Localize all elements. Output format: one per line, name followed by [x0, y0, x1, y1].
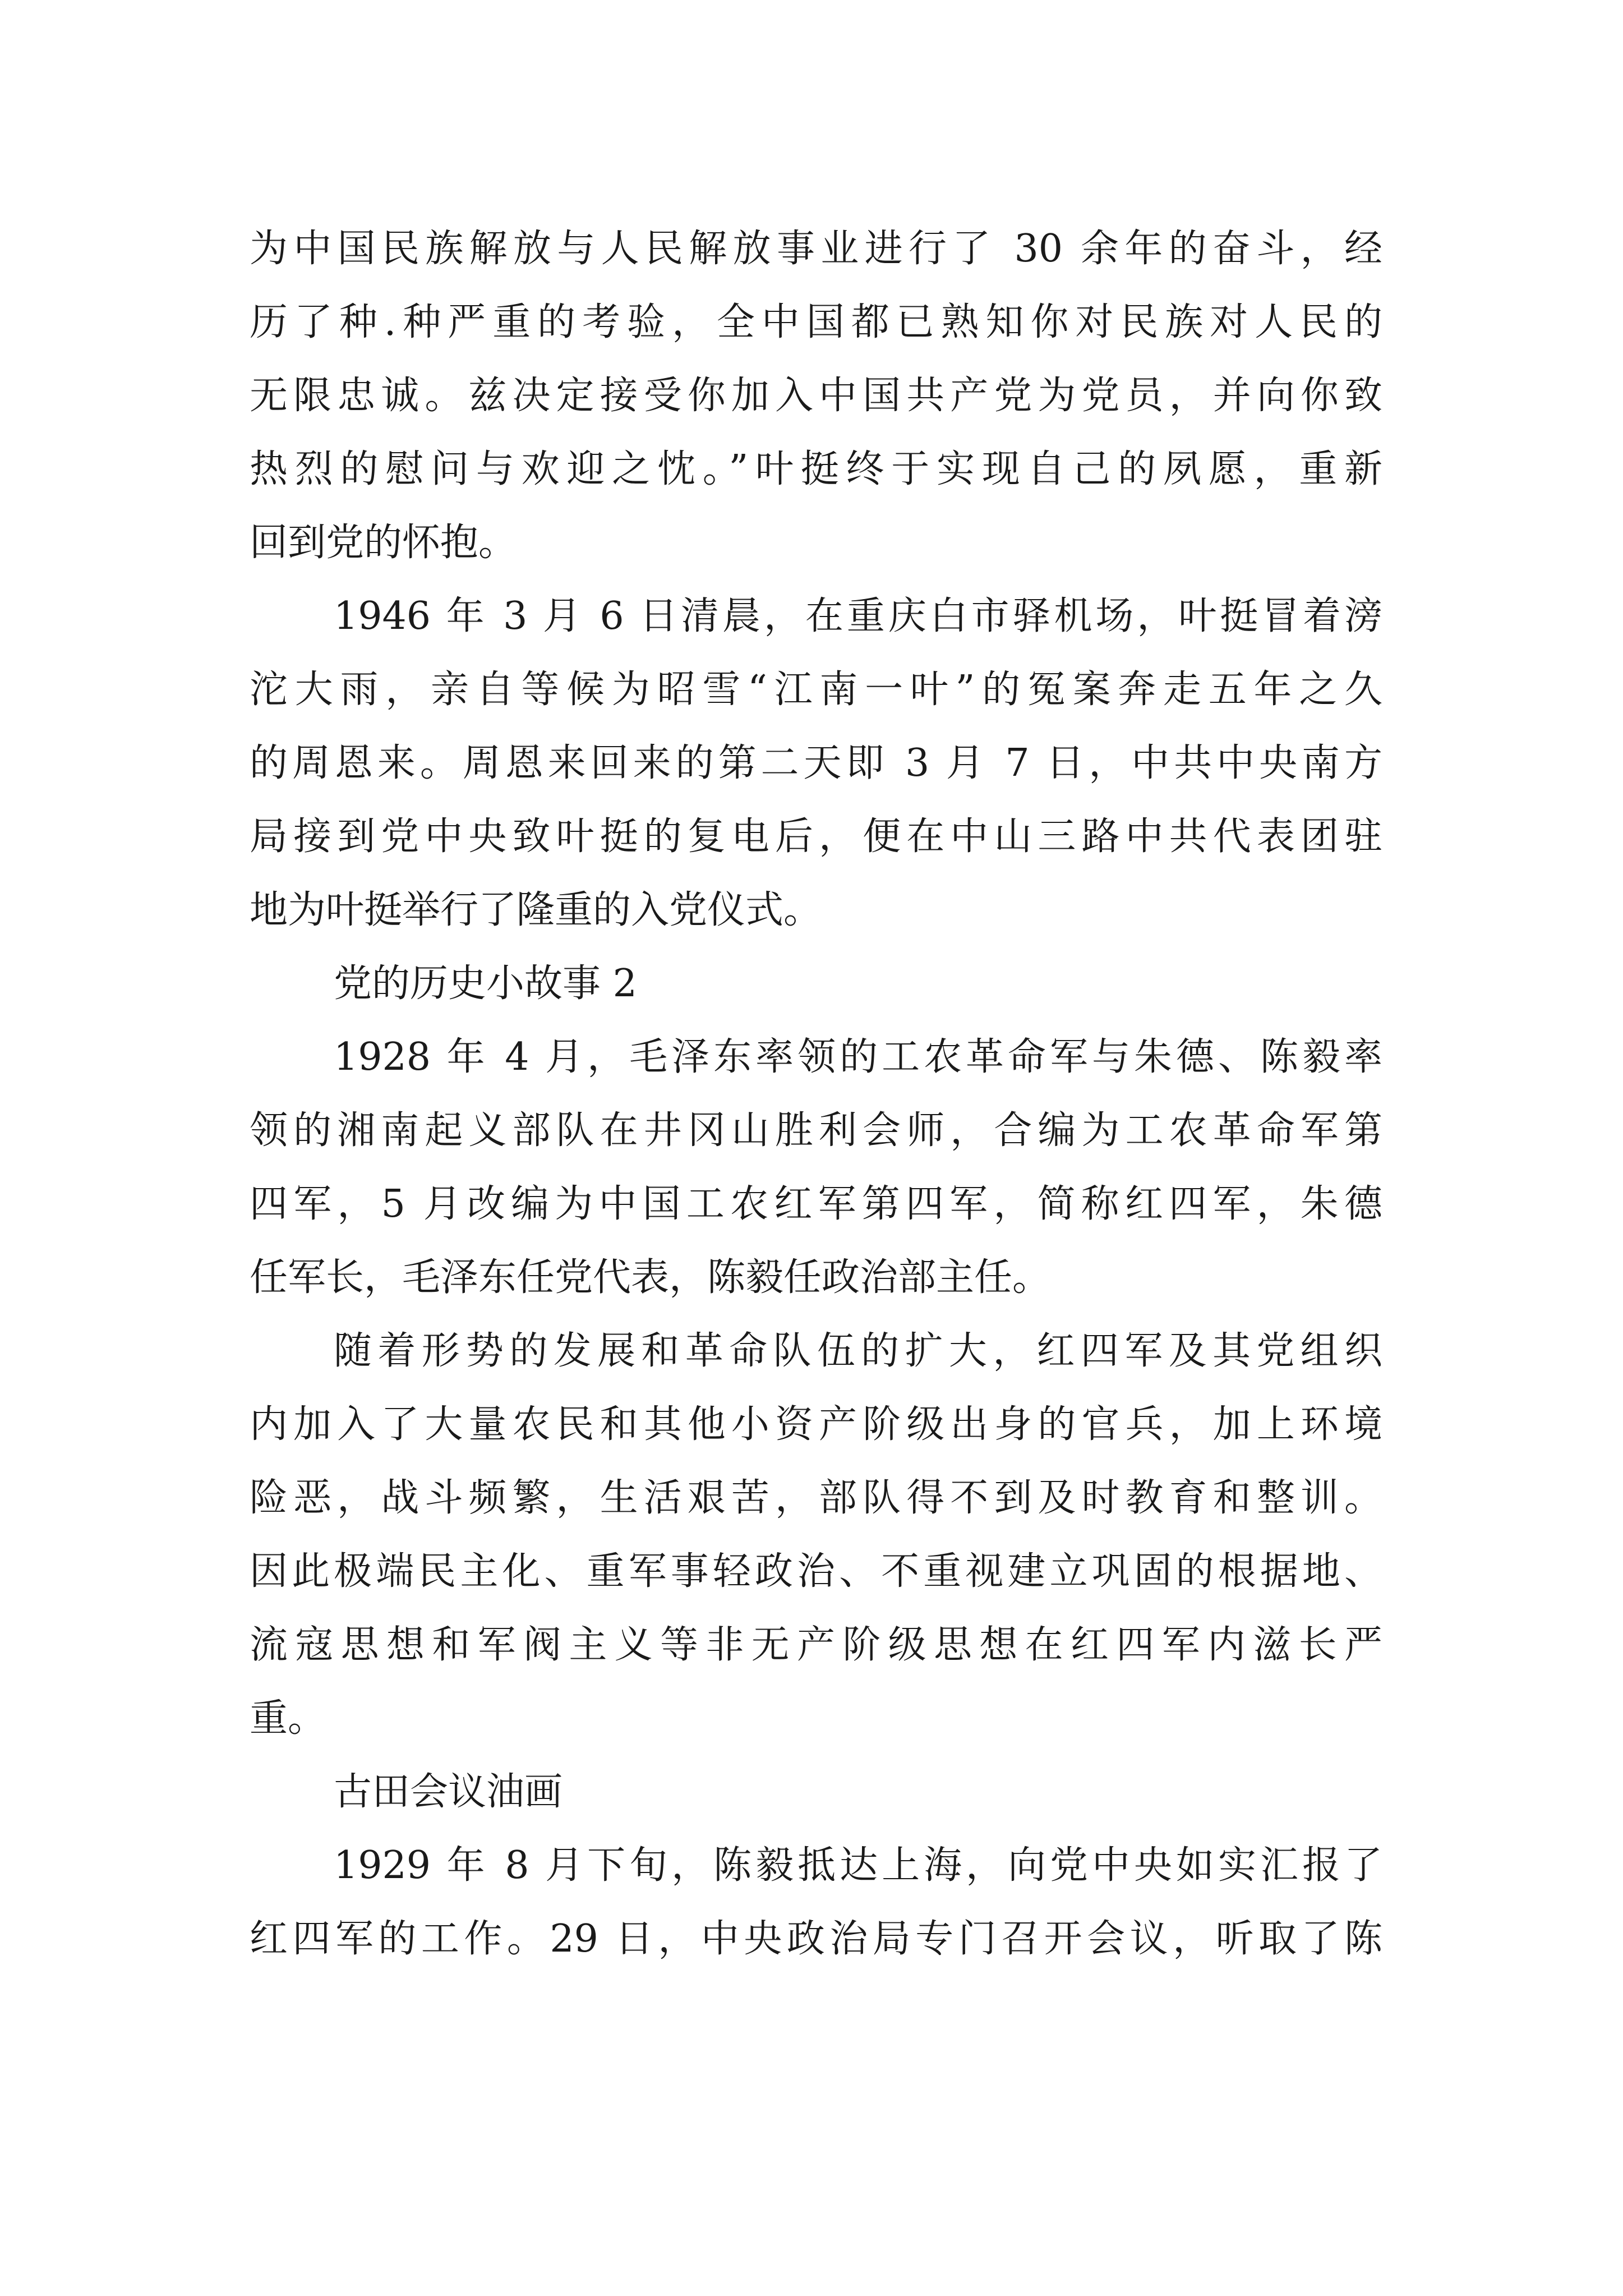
text-line: 为中国民族解放与人民解放事业进行了 30 余年的奋斗，经 — [250, 227, 1382, 271]
text-line: 险恶，战斗频繁，生活艰苦，部队得不到及时教育和整训。 — [250, 1476, 1382, 1520]
text-line: 内加入了大量农民和其他小资产阶级出身的官兵，加上环境 — [250, 1402, 1382, 1447]
paragraph-start-line: 1929 年 8 月下旬，陈毅抵达上海，向党中央如实汇报了 — [334, 1843, 1382, 1888]
text-line: 重。 — [250, 1696, 326, 1741]
section-heading: 党的历史小故事 2 — [334, 961, 637, 1006]
image-caption: 古田会议油画 — [334, 1770, 563, 1814]
text-line: 流寇思想和军阀主义等非无产阶级思想在红四军内滋长严 — [250, 1623, 1382, 1667]
text-line: 领的湘南起义部队在井冈山胜利会师，合编为工农革命军第 — [250, 1108, 1382, 1153]
text-line: 沱大雨，亲自等候为昭雪“江南一叶”的冤案奔走五年之久 — [250, 668, 1382, 712]
paragraph-start-line: 1928 年 4 月，毛泽东率领的工农革命军与朱德、陈毅率 — [334, 1035, 1382, 1079]
text-line: 四军，5 月改编为中国工农红军第四军，简称红四军，朱德 — [250, 1182, 1382, 1226]
body-text — [250, 212, 1382, 1976]
text-line: 任军长，毛泽东任党代表，陈毅任政治部主任。 — [250, 1255, 1051, 1300]
paragraph-start-line: 1946 年 3 月 6 日清晨，在重庆白市驿机场，叶挺冒着滂 — [334, 594, 1382, 638]
text-line: 历了种.种严重的考验，全中国都已熟知你对民族对人民的 — [250, 300, 1382, 344]
text-line: 地为叶挺举行了隆重的入党仪式。 — [250, 888, 822, 932]
text-line: 热烈的慰问与欢迎之忱。”叶挺终于实现自己的夙愿，重新 — [250, 447, 1382, 491]
text-line: 因此极端民主化、重军事轻政治、不重视建立巩固的根据地、 — [250, 1549, 1382, 1594]
text-line: 局接到党中央致叶挺的复电后，便在中山三路中共代表团驻 — [250, 815, 1382, 859]
paragraph-start-line: 随着形势的发展和革命队伍的扩大，红四军及其党组织 — [334, 1329, 1382, 1373]
text-line: 无限忠诚。兹决定接受你加入中国共产党为党员，并向你致 — [250, 374, 1382, 418]
text-line: 红四军的工作。29 日，中央政治局专门召开会议，听取了陈 — [250, 1917, 1382, 1961]
text-line: 的周恩来。周恩来回来的第二天即 3 月 7 日，中共中央南方 — [250, 741, 1382, 785]
text-line: 回到党的怀抱。 — [250, 521, 517, 565]
